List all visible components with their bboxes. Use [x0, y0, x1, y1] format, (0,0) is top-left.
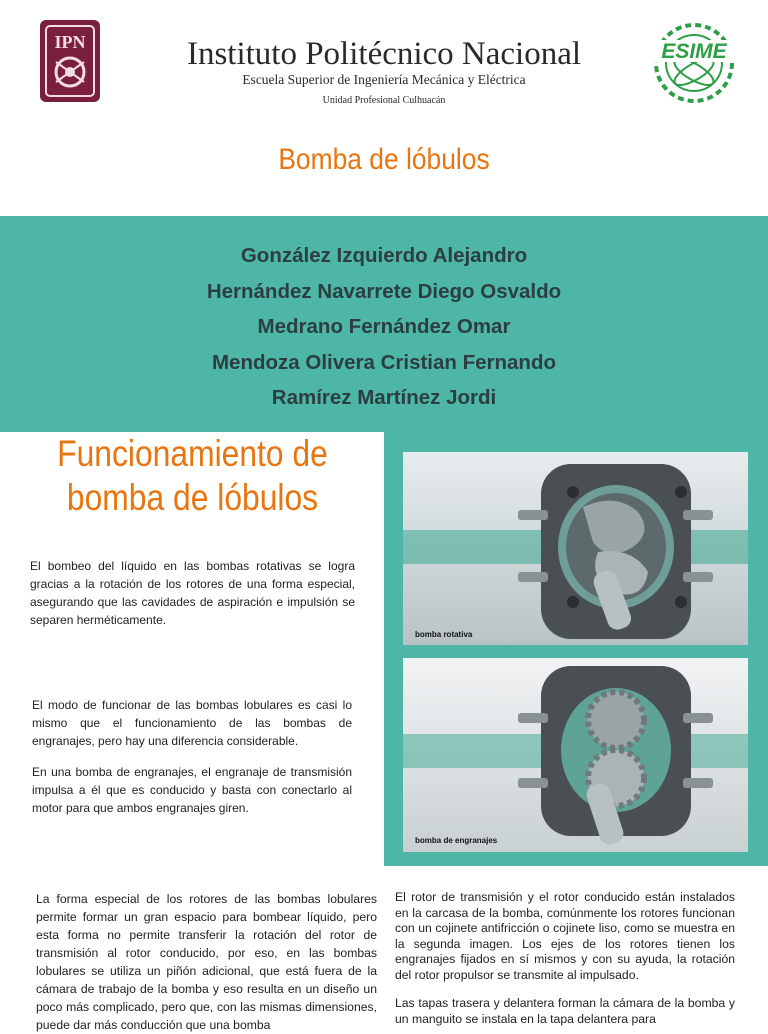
svg-text:ESIME: ESIME	[661, 40, 727, 63]
ipn-logo	[36, 14, 104, 106]
lobe-pump-image	[403, 452, 748, 645]
institution-name: Instituto Politécnico Nacional	[186, 36, 582, 72]
poster-title: Bomba de lóbulos	[278, 143, 490, 176]
section-title-line: bomba de lóbulos	[66, 477, 319, 518]
paragraph: La forma especial de los rotores de las bombas lobulares permite formar un gran espacio para bombear líquido, pero esta forma no permite transferir la rotación del rotor de transmisión al rotor conducido, por eso, en las bombas lobulares se utiliza un piñón adicional, que está fuera de la cámara de trabajo de la bomba y eso resulta en un diseño un poco más complicado, pero que, con las mismas dimensiones, puede dar más conducción que una bomba	[36, 892, 377, 1032]
paragraph: El modo de funcionar de las bombas lobulares es casi lo mismo que el funcionamiento de las bombas de engranajes, pero hay una diferencia considerable.	[32, 698, 352, 748]
unit-name: Unidad Profesional Culhuacán	[322, 95, 446, 106]
gear-pump-image	[403, 658, 748, 852]
image-caption: bomba rotativa	[415, 630, 473, 639]
paragraph: El bombeo del líquido en las bombas rotativas se logra gracias a la rotación de los rotores de una forma especial, asegurando que las cavidades de aspiración e impulsión se separen herméticamente.	[30, 559, 355, 627]
section-title	[44, 432, 341, 520]
paragraph: El rotor de transmisión y el rotor conducido están instalados en la carcasa de la bomba, comúnmente los rotores funcionan con un cojinete antifricción o cojinete liso, como se muestra en la segunda imagen. Los ejes de los rotores tienen los engranajes fijados en sí mismos y con su ayuda, la rotación del rotor propulsor se transmite al impulsado.	[395, 890, 735, 982]
author-name: Medrano Fernández Omar	[257, 315, 511, 338]
authors-list	[0, 238, 768, 416]
paragraph: En una bomba de engranajes, el engranaje de transmisión impulsa a él que es conducido y basta con conectarlo al motor para que ambos engranajes giren.	[32, 765, 352, 815]
school-name: Escuela Superior de Ingeniería Mecánica y Eléctrica	[242, 72, 526, 87]
author-name: Hernández Navarrete Diego Osvaldo	[206, 279, 562, 303]
svg-text:IPN: IPN	[54, 32, 86, 52]
author-name: González Izquierdo Alejandro	[240, 244, 528, 267]
author-name: Ramírez Martínez Jordi	[271, 386, 497, 409]
paragraph: Las tapas trasera y delantera forman la cámara de la bomba y un manguito se instala en la tapa delantera para	[395, 996, 735, 1026]
author-name: Mendoza Olivera Cristian Fernando	[211, 350, 556, 374]
esime-logo	[645, 20, 743, 106]
image-caption: bomba de engranajes	[415, 836, 498, 845]
section-title-line: Funcionamiento de	[57, 433, 328, 474]
